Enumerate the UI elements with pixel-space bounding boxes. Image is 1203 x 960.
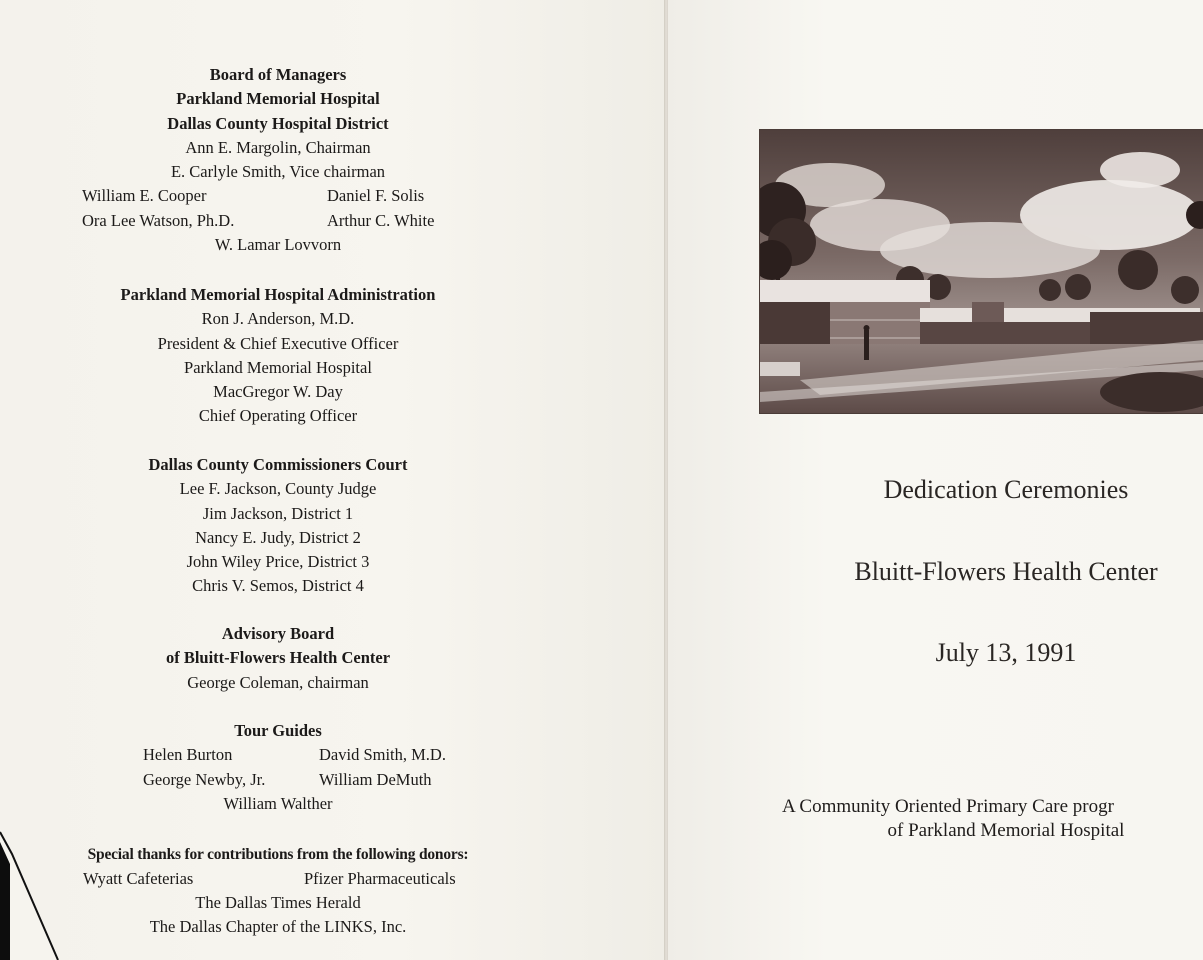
administration-line: Parkland Memorial Hospital [184,357,372,377]
board-members-row [0,209,556,233]
donor: Wyatt Cafeterias [83,869,194,888]
board-member: Daniel F. Solis [327,186,425,206]
advisory-board-subheading: of Bluitt-Flowers Health Center [165,648,391,668]
board-member: Arthur C. White [327,210,435,230]
tour-guide: William DeMuth [319,769,432,789]
commissioner-line: John Wiley Price, District 3 [186,552,370,572]
advisory-board-heading: Advisory Board [221,624,335,643]
tour-guide: David Smith, M.D. [319,745,446,765]
tour-guides-row [0,768,556,792]
building-illustration [760,130,1203,413]
donors-row [0,867,556,891]
tour-guide-last: William Walther [223,793,333,813]
program-description-line2: of Parkland Memorial Hospital [887,820,1125,841]
board-member: William E. Cooper [82,186,207,206]
board-chairman: Ann E. Margolin, Chairman [185,137,371,157]
administration-line: Ron J. Anderson, M.D. [201,309,355,329]
tour-guides-section [0,719,556,816]
right-page [668,0,1203,960]
ceremony-date: July 13, 1991 [935,638,1077,667]
commissioner-line: Jim Jackson, District 1 [202,503,354,523]
board-of-managers-section [0,63,556,257]
corner-scan-mark [0,828,70,960]
program-description-line1: A Community Oriented Primary Care progr [782,796,1114,817]
commissioner-line: Lee F. Jackson, County Judge [179,479,377,499]
donors-section [0,843,556,939]
tour-guides-heading: Tour Guides [234,721,322,740]
board-member: Ora Lee Watson, Ph.D. [82,210,235,230]
administration-section [0,283,556,429]
commissioner-line: Chris V. Semos, District 4 [192,576,364,596]
ceremony-title: Dedication Ceremonies [883,475,1129,504]
donor: The Dallas Times Herald [195,893,361,912]
board-members-row [0,184,556,208]
advisory-board-section [0,622,556,695]
administration-line: President & Chief Executive Officer [157,333,399,353]
advisory-board-chairman: George Coleman, chairman [187,672,369,692]
tour-guides-row [0,743,556,767]
donors-heading: Special thanks for contributions from the following donors: [87,846,469,863]
tour-guide: Helen Burton [143,745,233,765]
commissioners-section [0,453,556,599]
board-district-heading: Dallas County Hospital District [167,113,389,133]
administration-line: MacGregor W. Day [213,382,343,402]
board-hospital-heading: Parkland Memorial Hospital [176,89,380,109]
donor: Pfizer Pharmaceuticals [304,869,456,888]
tour-guide: George Newby, Jr. [143,769,266,789]
administration-heading: Parkland Memorial Hospital Administration [120,285,436,304]
commissioners-heading: Dallas County Commissioners Court [148,455,408,474]
administration-line: Chief Operating Officer [198,406,358,426]
board-member-last: W. Lamar Lovvorn [214,235,342,255]
board-vice-chairman: E. Carlyle Smith, Vice chairman [170,162,386,182]
commissioner-line: Nancy E. Judy, District 2 [195,527,361,547]
board-heading: Board of Managers [209,65,347,84]
donor: The Dallas Chapter of the LINKS, Inc. [149,917,407,936]
building-photo [759,129,1203,414]
health-center-name: Bluitt-Flowers Health Center [854,557,1158,586]
